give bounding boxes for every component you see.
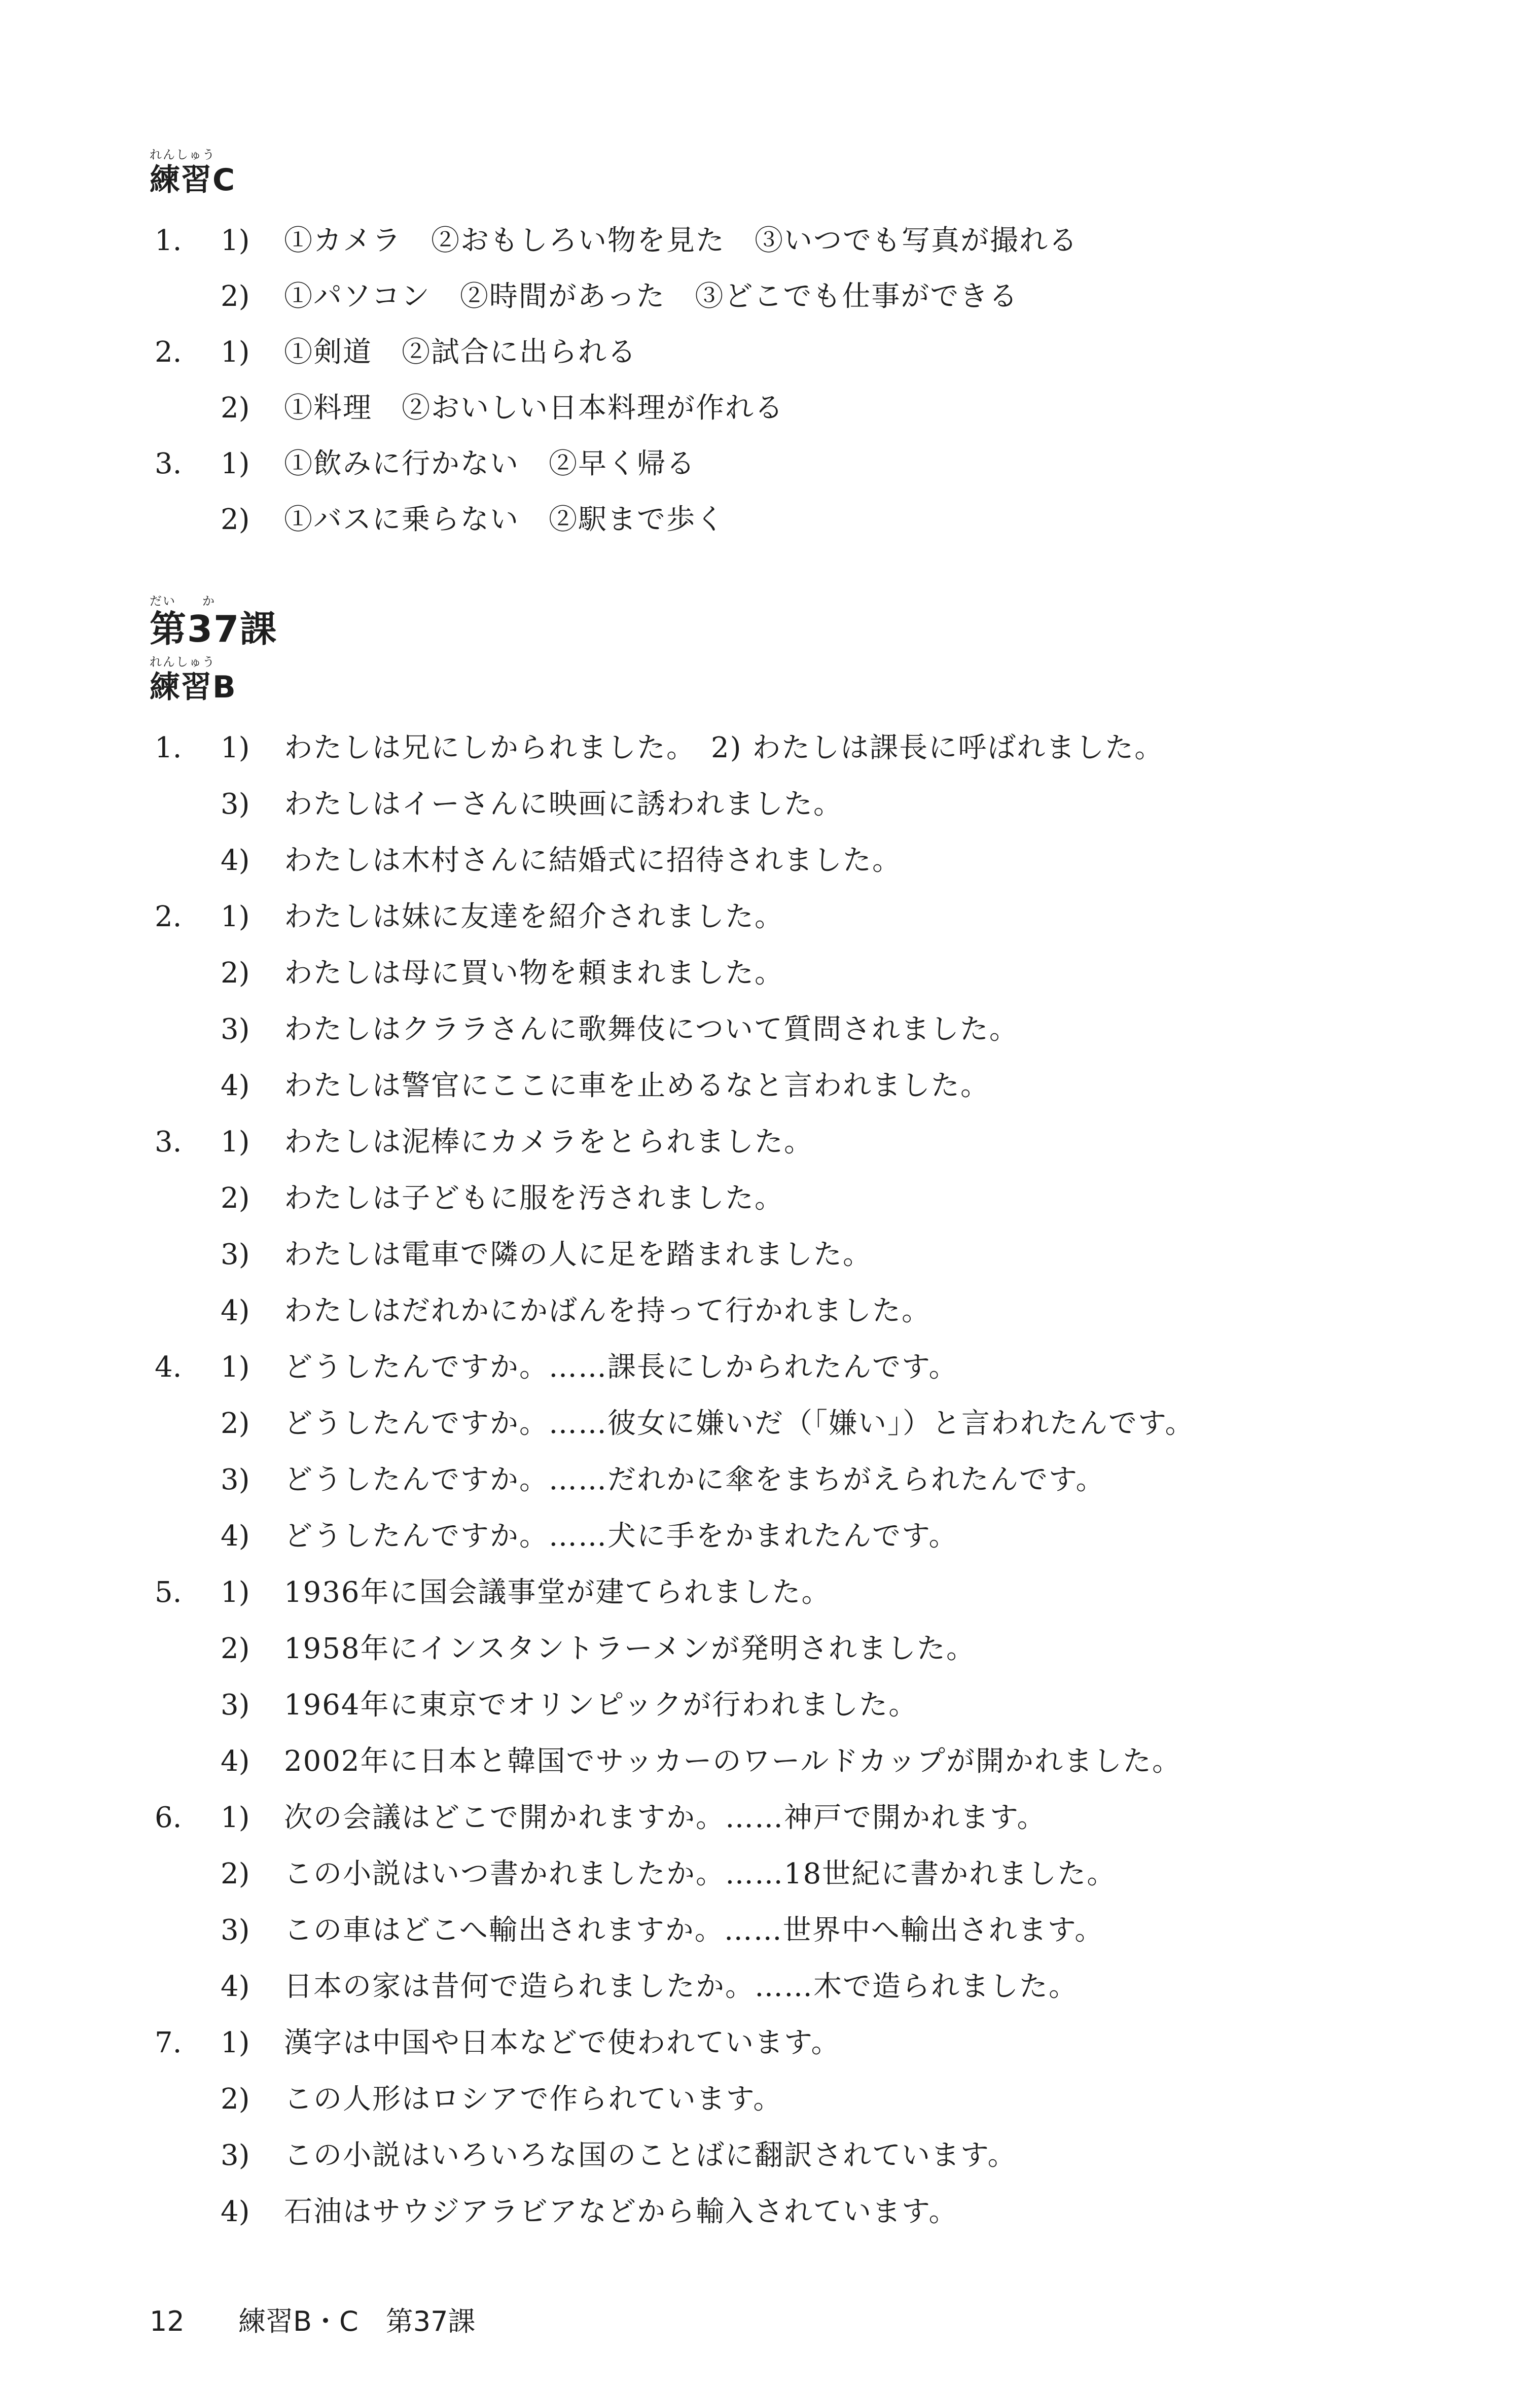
exercise-text: 1936年に国会議事堂が建てられました。 <box>284 1576 831 1609</box>
sub-number: 4) <box>221 1520 250 1553</box>
exercise-item <box>155 1181 1321 1216</box>
sub-number: 2) <box>221 1857 250 1890</box>
sub-number: 1) <box>221 731 250 764</box>
section-c-heading <box>150 147 236 198</box>
exercise-text: ①剣道 ②試合に出られる <box>284 336 637 369</box>
page-number: 12 <box>150 2305 185 2337</box>
exercise-text: わたしは木村さんに結婚式に招待されました。 <box>284 844 902 877</box>
exercise-item <box>155 2138 1321 2173</box>
exercise-item <box>155 2082 1321 2117</box>
sub-number: 4) <box>221 2195 250 2228</box>
exercise-text: わたしは子どもに服を汚されました。 <box>284 1182 784 1215</box>
exercise-text: この小説はいつ書かれましたか。……18世紀に書かれました。 <box>284 1857 1117 1890</box>
sub-number: 3) <box>221 2139 250 2172</box>
sub-number: 3) <box>221 1463 250 1496</box>
section-c-heading-title: 練習C <box>150 162 236 198</box>
sub-number: 1) <box>221 2026 250 2059</box>
exercise-text: 次の会議はどこで開かれますか。……神戸で開かれます。 <box>284 1801 1047 1834</box>
sub-number: 1) <box>221 447 250 480</box>
sub-number: 4) <box>221 844 250 877</box>
exercise-text: 2002年に日本と韓国でサッカーのワールドカップが開かれました。 <box>284 1745 1182 1778</box>
exercise-number: 1. <box>155 731 182 764</box>
lesson-heading <box>150 593 277 649</box>
exercise-item <box>155 956 1321 991</box>
exercise-item <box>155 1350 1321 1385</box>
sub-number: 1) <box>221 336 250 369</box>
exercise-item <box>155 223 1321 259</box>
exercise-text: この小説はいろいろな国のことばに翻訳されています。 <box>284 2139 1017 2172</box>
exercise-number: 7. <box>155 2026 182 2059</box>
exercise-text: 石油はサウジアラビアなどから輸入されています。 <box>284 2195 958 2228</box>
exercise-item <box>155 1237 1321 1273</box>
exercise-text: わたしは母に買い物を頼まれました。 <box>284 957 784 990</box>
exercise-item <box>155 1913 1321 1948</box>
sub-number: 3) <box>221 1013 250 1046</box>
sub-number: 3) <box>221 1689 250 1722</box>
exercise-item <box>155 1800 1321 1836</box>
sub-number: 2) <box>221 957 250 990</box>
exercise-number: 2. <box>155 336 182 369</box>
exercise-item <box>155 1293 1321 1329</box>
exercise-item <box>155 843 1321 879</box>
exercise-item <box>155 279 1321 314</box>
exercise-text: わたしは兄にしかられました。 2) わたしは課長に呼ばれました。 <box>284 731 1164 764</box>
exercise-item <box>155 391 1321 426</box>
exercise-text: どうしたんですか。……犬に手をかまれたんです。 <box>284 1520 958 1553</box>
sub-number: 4) <box>221 1294 250 1327</box>
sub-number: 4) <box>221 1970 250 2003</box>
exercise-item <box>155 2025 1321 2061</box>
exercise-text: ①料理 ②おいしい日本料理が作れる <box>284 392 784 425</box>
exercise-text: わたしはクララさんに歌舞伎について質問されました。 <box>284 1013 1019 1046</box>
lesson-heading-reading: だい か <box>150 594 216 608</box>
exercise-item <box>155 1519 1321 1554</box>
exercise-item <box>155 2194 1321 2230</box>
exercise-text: わたしは妹に友達を紹介されました。 <box>284 900 784 933</box>
sub-number: 1) <box>221 224 250 257</box>
exercise-item <box>155 1406 1321 1442</box>
exercise-number: 6. <box>155 1801 182 1834</box>
lesson-title: 第37課 <box>150 608 278 650</box>
sub-number: 1) <box>221 1801 250 1834</box>
exercise-text: 1964年に東京でオリンピックが行われました。 <box>284 1689 918 1722</box>
section-c-heading-reading: れんしゅう <box>150 148 216 162</box>
exercise-number: 2. <box>155 900 182 933</box>
sub-number: 1) <box>221 1351 250 1384</box>
exercise-item <box>155 787 1321 822</box>
exercise-text: どうしたんですか。……彼女に嫌いだ（「嫌い」）と言われたんです。 <box>284 1407 1195 1440</box>
exercise-item <box>155 335 1321 370</box>
sub-number: 4) <box>221 1745 250 1778</box>
sub-number: 3) <box>221 1238 250 1271</box>
exercise-number: 3. <box>155 447 182 480</box>
exercise-item <box>155 1575 1321 1610</box>
running-title: 練習B・C 第37課 <box>238 2305 476 2337</box>
sub-number: 1) <box>221 900 250 933</box>
exercise-item <box>155 1969 1321 2005</box>
exercise-text: この車はどこへ輸出されますか。……世界中へ輸出されます。 <box>284 1914 1104 1947</box>
sub-number: 2) <box>221 2083 250 2116</box>
sub-number: 2) <box>221 503 250 536</box>
exercise-text: 日本の家は昔何で造られましたか。……木で造られました。 <box>284 1970 1078 2003</box>
exercise-text: この人形はロシアで作られています。 <box>284 2083 783 2116</box>
exercise-text: わたしは警官にここに車を止めるなと言われました。 <box>284 1069 990 1102</box>
exercise-text: どうしたんですか。……だれかに傘をまちがえられたんです。 <box>284 1463 1105 1496</box>
exercise-item <box>155 1125 1321 1160</box>
exercise-item <box>155 1688 1321 1723</box>
exercise-text: どうしたんですか。……課長にしかられたんです。 <box>284 1351 958 1384</box>
exercise-item <box>155 730 1321 766</box>
sub-number: 1) <box>221 1126 250 1159</box>
exercise-text: ①パソコン ②時間があった ③どこでも仕事ができる <box>284 280 1019 313</box>
exercise-number: 1. <box>155 224 182 257</box>
exercise-text: わたしはイーさんに映画に誘われました。 <box>284 788 843 821</box>
exercise-item <box>155 1744 1321 1779</box>
sub-number: 4) <box>221 1069 250 1102</box>
section-b-heading <box>150 654 237 705</box>
exercise-text: わたしは泥棒にカメラをとられました。 <box>284 1126 813 1159</box>
sub-number: 2) <box>221 1632 250 1665</box>
sub-number: 3) <box>221 788 250 821</box>
sub-number: 3) <box>221 1914 250 1947</box>
exercise-number: 3. <box>155 1126 182 1159</box>
section-b-heading-reading: れんしゅう <box>150 655 216 669</box>
sub-number: 2) <box>221 1407 250 1440</box>
exercise-item <box>155 446 1321 482</box>
exercise-text: ①飲みに行かない ②早く帰る <box>284 447 696 480</box>
exercise-text: ①バスに乗らない ②駅まで歩く <box>284 503 725 536</box>
exercise-item <box>155 1856 1321 1892</box>
exercise-item <box>155 502 1321 538</box>
exercise-text: わたしはだれかにかばんを持って行かれました。 <box>284 1294 931 1327</box>
exercise-text: 1958年にインスタントラーメンが発明されました。 <box>284 1632 976 1665</box>
exercise-item <box>155 899 1321 935</box>
exercise-item <box>155 1012 1321 1047</box>
sub-number: 2) <box>221 280 250 313</box>
exercise-number: 4. <box>155 1351 182 1384</box>
exercise-number: 5. <box>155 1576 182 1609</box>
sub-number: 2) <box>221 392 250 425</box>
exercise-text: 漢字は中国や日本などで使われています。 <box>284 2026 841 2059</box>
sub-number: 2) <box>221 1182 250 1215</box>
exercise-text: ①カメラ ②おもしろい物を見た ③いつでも写真が撮れる <box>284 224 1078 257</box>
exercise-item <box>155 1462 1321 1498</box>
exercise-item <box>155 1631 1321 1667</box>
exercise-text: わたしは電車で隣の人に足を踏まれました。 <box>284 1238 872 1271</box>
section-b-heading-title: 練習B <box>150 670 237 705</box>
sub-number: 1) <box>221 1576 250 1609</box>
exercise-item <box>155 1068 1321 1104</box>
